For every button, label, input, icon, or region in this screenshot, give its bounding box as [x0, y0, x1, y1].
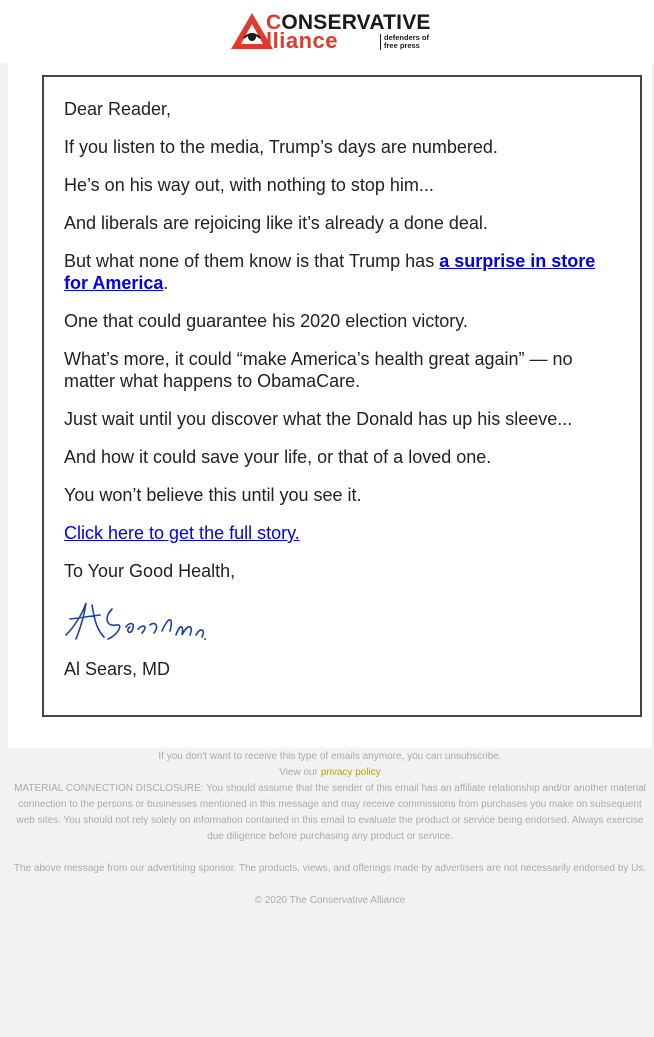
closing: To Your Good Health, [64, 561, 236, 581]
paragraph-8: And how it could save your life, or that of a loved one. [64, 447, 492, 467]
privacy-policy-link[interactable]: privacy policy [320, 767, 381, 778]
surprise-link[interactable]: a surprise in store for America [64, 251, 596, 293]
material-disclosure: MATERIAL CONNECTION DISCLOSURE: You should assume that the sender of this email has an affiliate relationship and/or another material connection to the persons or businesses mentioned in this message and may receive commissions from purchases you make on subsequent web sites. You should not rely solely on information contained in this email to evaluate the product or service being endorsed. Always exercise due diligence before purchasing any product or service. [14, 783, 646, 842]
greeting: Dear Reader, [64, 99, 172, 119]
sponsor-note: The above message from our advertising sponsor. The products, views, and offerings made by advertisers are not necessarily endorsed by Us. [13, 863, 647, 874]
logo-word-conservative: CONSERVATIVE [266, 11, 431, 34]
paragraph-1: If you listen to the media, Trump’s days are numbered. [64, 137, 498, 157]
paragraph-4-text: But what none of them know is that Trump has [64, 251, 440, 271]
copyright: © 2020 The Conservative Alliance [254, 895, 406, 906]
paragraph-2: He’s on his way out, with nothing to stop him... [64, 175, 434, 195]
letter-box [42, 75, 642, 717]
paragraph-4-end: . [163, 273, 169, 293]
unsubscribe-notice: If you don't want to receive this type of emails anymore, you can unsubscribe. [158, 751, 502, 762]
signature-icon [64, 595, 210, 645]
paragraph-5: One that could guarantee his 2020 election victory. [64, 311, 468, 331]
paragraph-3: And liberals are rejoicing like it’s already a done deal. [64, 213, 488, 233]
paragraph-9: You won’t believe this until you see it. [64, 485, 362, 505]
paragraph-6: What’s more, it could “make America’s health great again” — no matter what happens to ObamaCare. [64, 349, 573, 391]
signer-name: Al Sears, MD [64, 659, 171, 679]
logo-word-alliance: lliance [266, 28, 338, 53]
email-header [0, 0, 654, 63]
privacy-line [10, 765, 650, 781]
cta-paragraph [64, 522, 620, 544]
view-our-text: View our [279, 767, 321, 778]
logo-tagline: defenders of free press [380, 34, 436, 50]
paragraph-7: Just wait until you discover what the Donald has up his sleeve... [64, 409, 573, 429]
paragraph-4 [64, 250, 620, 294]
conservative-alliance-logo[interactable] [230, 12, 432, 52]
full-story-link[interactable]: Click here to get the full story. [64, 523, 300, 543]
